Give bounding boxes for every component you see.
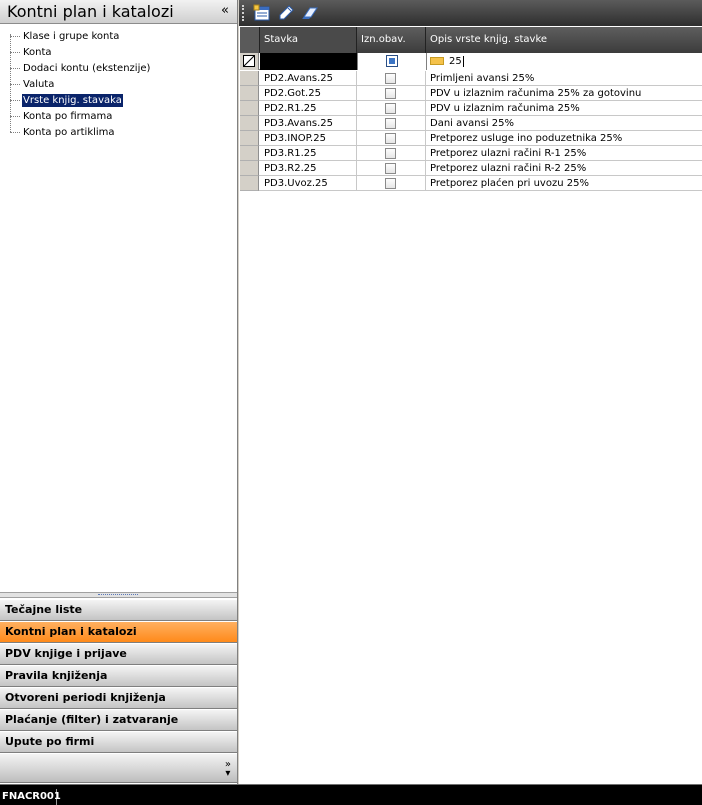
left-panel-header [0, 0, 237, 24]
izn-obav-checkbox[interactable] [385, 73, 396, 84]
checkbox-indeterminate-icon [389, 58, 395, 64]
izn-obav-checkbox[interactable] [385, 118, 396, 129]
cell-stavka: PD2.Avans.25 [260, 71, 357, 86]
nav-splitter-handle[interactable] [0, 592, 237, 598]
cell-izn-obav [357, 131, 426, 146]
tree-branch-line [10, 100, 20, 101]
filter-operator-icon[interactable] [430, 57, 444, 65]
cell-izn-obav [357, 116, 426, 131]
table-row[interactable] [240, 71, 702, 86]
catalog-tree [0, 26, 237, 592]
tree-branch-line [10, 68, 20, 69]
cell-izn-obav [357, 71, 426, 86]
tree-item-label: Valuta [23, 78, 55, 90]
double-chevron-right-icon: » [224, 759, 231, 770]
nav-button-pravila-knjizenja[interactable]: Pravila knjiženja [0, 665, 237, 687]
tree-item-konta-po-firmama[interactable] [10, 109, 113, 123]
edit-pen-icon[interactable] [277, 4, 295, 22]
tree-branch-line [10, 36, 20, 37]
filter-row-selector[interactable] [240, 53, 259, 70]
tree-branch-line [10, 84, 20, 85]
cell-izn-obav [357, 176, 426, 191]
nav-overflow-button[interactable] [0, 753, 237, 783]
tree-item-vrste-knjig-stavaka[interactable] [10, 93, 123, 107]
cell-izn-obav [357, 146, 426, 161]
row-selector[interactable] [240, 116, 259, 131]
text-caret [463, 56, 464, 67]
chevron-more-icon [225, 760, 231, 778]
tree-item-label: Dodaci kontu (ekstenzije) [23, 62, 151, 74]
tree-item-klase-i-grupe-konta[interactable] [10, 29, 120, 43]
grid-toolbar [239, 0, 702, 26]
filter-row [240, 53, 702, 70]
table-row[interactable] [240, 176, 702, 191]
cell-opis: PDV u izlaznim računima 25% [430, 103, 580, 114]
filter-opis-cell [426, 53, 702, 70]
tree-branch-line [10, 132, 20, 133]
cell-opis: Pretporez ulazni račini R-2 25% [430, 163, 587, 174]
right-panel [239, 0, 702, 784]
cell-stavka: PD3.R1.25 [260, 146, 357, 161]
new-record-icon[interactable] [253, 4, 271, 22]
izn-obav-checkbox[interactable] [385, 148, 396, 159]
tree-item-label: Konta po artiklima [23, 126, 115, 138]
table-row[interactable] [240, 131, 702, 146]
row-selector[interactable] [240, 161, 259, 176]
izn-obav-checkbox[interactable] [385, 178, 396, 189]
izn-obav-checkbox[interactable] [385, 88, 396, 99]
collapse-panel-button[interactable]: « [221, 3, 229, 18]
cell-izn-obav [357, 86, 426, 101]
table-row[interactable] [240, 116, 702, 131]
eraser-icon[interactable] [301, 4, 319, 22]
navigation-pane [0, 599, 237, 783]
filter-izn-obav-checkbox[interactable] [386, 55, 398, 67]
tree-item-label: Klase i grupe konta [23, 30, 120, 42]
filter-izn-obav-cell [357, 53, 426, 70]
izn-obav-checkbox[interactable] [385, 163, 396, 174]
cell-opis: Pretporez usluge ino poduzetnika 25% [430, 133, 623, 144]
toolbar-grip-icon[interactable] [242, 5, 244, 21]
cell-stavka: PD3.R2.25 [260, 161, 357, 176]
cell-stavka: PD3.INOP.25 [260, 131, 357, 146]
cell-stavka: PD2.Got.25 [260, 86, 357, 101]
izn-obav-checkbox[interactable] [385, 103, 396, 114]
nav-button-kontni-plan[interactable]: Kontni plan i katalozi [0, 621, 237, 643]
filter-stavka-input[interactable] [260, 53, 357, 70]
nav-button-upute-po-firmi[interactable]: Upute po firmi [0, 731, 237, 753]
row-selector[interactable] [240, 86, 259, 101]
tree-item-label-selected: Vrste knjig. stavaka [23, 94, 122, 106]
table-row[interactable] [240, 86, 702, 101]
small-down-arrow-icon: ▾ [225, 768, 231, 779]
cell-stavka: PD3.Avans.25 [260, 116, 357, 131]
cell-opis: PDV u izlaznim računima 25% za gotovinu [430, 88, 642, 99]
nav-button-tecajne-liste[interactable]: Tečajne liste [0, 599, 237, 621]
nav-button-otvoreni-periodi[interactable]: Otvoreni periodi knjiženja [0, 687, 237, 709]
grid-header-row [240, 27, 702, 53]
nav-button-placanje[interactable]: Plaćanje (filter) i zatvaranje [0, 709, 237, 731]
cell-izn-obav [357, 161, 426, 176]
filter-opis-input[interactable]: 25 [449, 56, 462, 67]
status-panel-form-code: FNACR001 [0, 789, 57, 805]
tree-item-label: Konta [23, 46, 52, 58]
filter-clear-icon[interactable] [243, 55, 255, 67]
cell-stavka: PD3.Uvoz.25 [260, 176, 357, 191]
tree-item-konta[interactable] [10, 45, 53, 59]
tree-branch-line [10, 116, 20, 117]
nav-button-pdv-knjige[interactable]: PDV knjige i prijave [0, 643, 237, 665]
panel-title: Kontni plan i katalozi [7, 2, 174, 21]
izn-obav-checkbox[interactable] [385, 133, 396, 144]
status-bar [0, 784, 702, 805]
header-row-selector[interactable] [240, 27, 260, 53]
cell-opis: Dani avansi 25% [430, 118, 515, 129]
column-header-opis[interactable]: Opis vrste knjig. stavke [430, 34, 548, 45]
cell-opis: Primljeni avansi 25% [430, 73, 535, 84]
table-row[interactable] [240, 146, 702, 161]
row-selector[interactable] [240, 71, 259, 86]
column-header-izn-obav[interactable]: Izn.obav. [357, 27, 426, 53]
row-selector[interactable] [240, 146, 259, 161]
left-panel [0, 0, 238, 784]
tree-item-label: Konta po firmama [23, 110, 113, 122]
splitter-grip-icon [98, 594, 138, 596]
tree-branch-line [10, 52, 20, 53]
tree-item-konta-po-artiklima[interactable] [10, 125, 116, 139]
row-selector[interactable] [240, 131, 259, 146]
cell-izn-obav [357, 101, 426, 116]
cell-stavka: PD2.R1.25 [260, 101, 357, 116]
row-selector[interactable] [240, 101, 259, 116]
cell-opis: Pretporez plaćen pri uvozu 25% [430, 178, 589, 189]
cell-opis: Pretporez ulazni račini R-1 25% [430, 148, 587, 159]
tree-item-valuta[interactable] [10, 77, 55, 91]
table-row[interactable] [240, 101, 702, 116]
table-row[interactable] [240, 161, 702, 176]
row-selector[interactable] [240, 176, 259, 191]
tree-item-dodaci-kontu[interactable] [10, 61, 151, 75]
column-header-stavka[interactable]: Stavka [260, 27, 357, 53]
